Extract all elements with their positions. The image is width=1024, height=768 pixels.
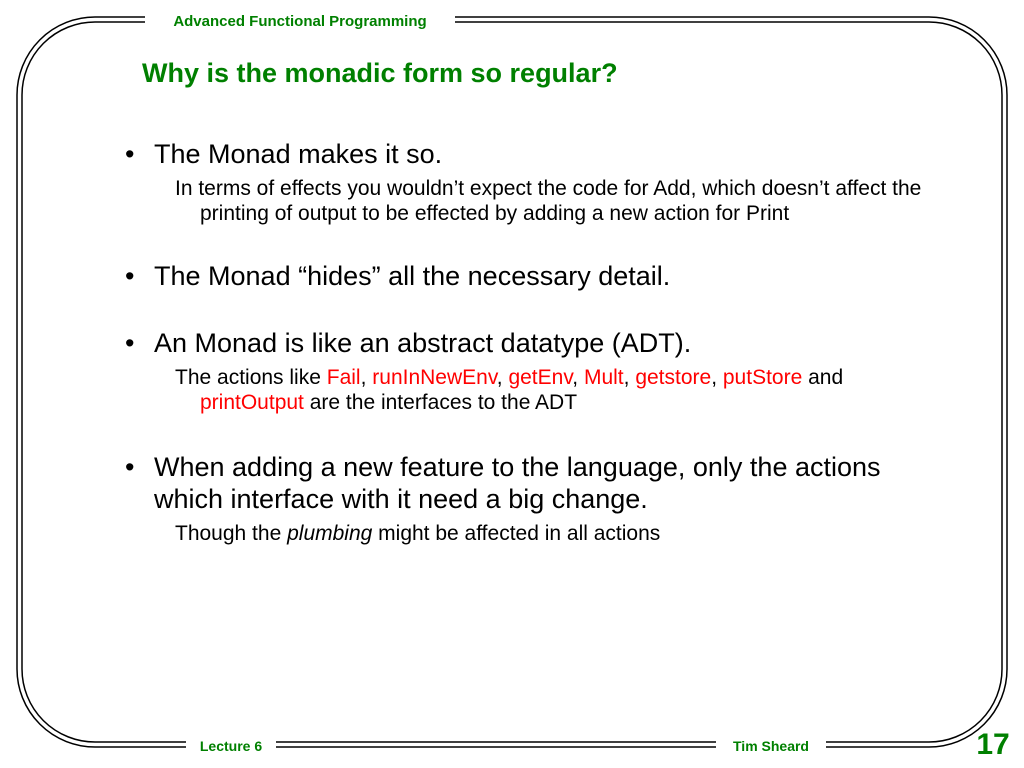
sub-point: In terms of effects you wouldn’t expect the code for Add, which doesn’t affect the printing of output to be effected by adding a new action for Print: [175, 177, 922, 225]
code-term: putStore: [722, 366, 803, 389]
bullet-item: • When adding a new feature to the language, only the actions which interface with it need a big change.: [125, 451, 925, 515]
code-term: getEnv: [508, 366, 573, 389]
code-term: Mult: [583, 366, 624, 389]
sub-text: and: [802, 366, 844, 389]
code-term: Fail: [326, 366, 361, 389]
emphasis-text: plumbing: [287, 522, 373, 545]
bullet-item: • The Monad “hides” all the necessary detail.: [125, 260, 925, 292]
bullet-item: • The Monad makes it so.: [125, 138, 925, 170]
code-term: runInNewEnv: [372, 366, 497, 389]
sub-text: The actions like: [175, 366, 327, 389]
separator: ,: [623, 366, 636, 389]
sub-text: Though the: [175, 522, 288, 545]
page-number: 17: [976, 728, 1010, 761]
bullet-item: • An Monad is like an abstract datatype (ADT).: [125, 327, 925, 359]
sub-text: might be affected in all actions: [372, 522, 661, 545]
sub-text: are the interfaces to the ADT: [303, 391, 578, 414]
sub-point: [175, 365, 925, 415]
sub-point: [175, 521, 925, 546]
lecture-label: Lecture 6: [186, 736, 276, 756]
separator: ,: [711, 366, 723, 389]
author-label: Tim Sheard: [716, 736, 826, 756]
separator: ,: [496, 366, 509, 389]
course-header: Advanced Functional Programming: [145, 10, 455, 32]
separator: ,: [572, 366, 584, 389]
slide-body: [125, 138, 925, 546]
code-term: getstore: [635, 366, 712, 389]
code-term: printOutput: [200, 391, 304, 414]
separator: ,: [360, 366, 373, 389]
slide-title: Why is the monadic form so regular?: [142, 58, 618, 88]
